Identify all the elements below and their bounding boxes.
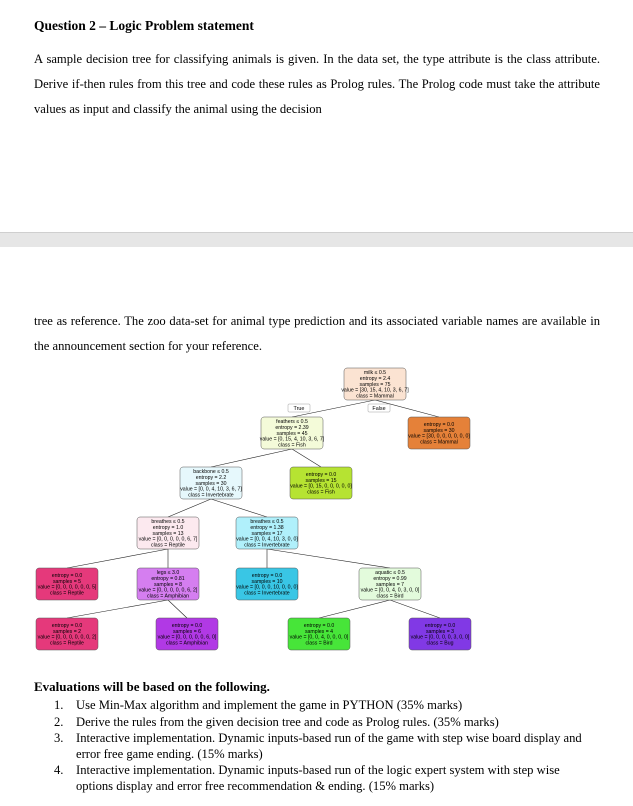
tree-node-line: samples = 30 [195, 480, 227, 487]
tree-node-feathers [260, 417, 325, 449]
tree-node-line: samples = 4 [304, 628, 334, 635]
tree-node-line: value = [0, 0, 4, 10, 3, 6, 7] [180, 486, 242, 493]
tree-node-amphibian [156, 618, 218, 650]
tree-node-breathes1 [137, 517, 199, 549]
tree-node-line: feathers ≤ 0.5 [276, 419, 308, 426]
tree-node-root [341, 368, 409, 400]
tree-node-line: value = [0, 0, 4, 10, 3, 0, 0] [236, 536, 298, 543]
evaluation-list [54, 698, 599, 795]
true-edge-label [288, 404, 310, 412]
evaluation-item: 3. Interactive implementation. Dynamic inputs-based run of the game with step wise board display and error free game ending. (15% marks) [54, 731, 582, 761]
tree-node-line: entropy = 0.0 [303, 623, 335, 630]
tree-node-line: samples = 15 [305, 477, 337, 484]
tree-node-line: value = [0, 0, 4, 0, 0, 0, 0] [289, 634, 349, 641]
tree-node-line: class = Reptile [151, 542, 185, 549]
tree-edge [292, 449, 321, 467]
tree-node-aquatic [359, 568, 421, 600]
tree-node-line: value = [30, 15, 4, 10, 3, 6, 7] [341, 387, 409, 394]
tree-node-line: samples = 17 [251, 530, 283, 537]
tree-node-line: class = Amphibian [166, 640, 208, 647]
evaluation-item: 2. Derive the rules from the given decision tree and code as Prolog rules. (35% marks) [54, 714, 499, 729]
tree-node-line: samples = 10 [251, 578, 283, 585]
tree-node-line: value = [0, 0, 0, 0, 0, 0, 5] [37, 584, 97, 591]
tree-node-line: milk ≤ 0.5 [363, 370, 387, 377]
tree-node-line: breathes ≤ 0.5 [151, 519, 185, 526]
tree-edge [267, 549, 390, 568]
svg-text:False: False [372, 406, 386, 412]
tree-node-line: entropy = 0.99 [373, 576, 407, 582]
tree-node-reptile1 [36, 568, 98, 600]
tree-node-line: entropy = 0.81 [151, 576, 185, 582]
tree-node-line: backbone ≤ 0.5 [193, 469, 229, 476]
tree-node-line: entropy = 0.0 [171, 623, 203, 630]
tree-node-line: samples = 2 [52, 628, 82, 635]
tree-edge [168, 499, 211, 517]
tree-node-line: class = Invertebrate [188, 492, 234, 499]
tree-node-bug [409, 618, 471, 650]
tree-node-line: samples = 3 [425, 628, 455, 635]
tree-edge [211, 499, 267, 517]
tree-node-line: value = [30, 0, 0, 0, 0, 0, 0] [408, 433, 470, 440]
tree-node-line: class = Bird [305, 640, 333, 647]
tree-node-line: entropy = 0.0 [305, 472, 337, 479]
tree-node-invert [236, 568, 298, 600]
question-title: Question 2 – Logic Problem statement [34, 18, 254, 33]
tree-node-line: samples = 13 [152, 530, 184, 537]
tree-node-line: value = [0, 0, 0, 0, 0, 6, 7] [138, 536, 198, 543]
tree-node-line: value = [0, 0, 0, 10, 0, 0, 0] [236, 584, 298, 591]
svg-text:True: True [293, 406, 305, 412]
tree-node-backbone [180, 467, 242, 499]
decision-tree-diagram [34, 364, 600, 664]
tree-node-line: samples = 6 [172, 628, 202, 635]
tree-node-line: value = [0, 0, 0, 0, 0, 0, 2] [37, 634, 97, 641]
tree-node-line: value = [0, 0, 0, 0, 0, 6, 0] [157, 634, 217, 641]
tree-node-line: samples = 7 [375, 581, 405, 588]
tree-edge [168, 600, 187, 618]
tree-node-line: class = Reptile [50, 640, 84, 647]
tree-node-line: value = [0, 15, 4, 10, 3, 6, 7] [259, 436, 325, 443]
tree-node-line: value = [0, 0, 0, 0, 3, 0, 0] [410, 634, 470, 641]
tree-edge [211, 449, 292, 467]
tree-edge [67, 600, 168, 618]
tree-node-line: value = [0, 0, 0, 0, 0, 6, 2] [138, 587, 198, 594]
tree-node-line: class = Mammal [356, 393, 394, 400]
tree-node-legs [137, 568, 199, 600]
tree-node-line: class = Invertebrate [244, 542, 290, 549]
tree-node-fish [290, 467, 352, 499]
tree-node-line: aquatic ≤ 0.5 [375, 570, 405, 577]
tree-node-line: entropy = 2.4 [359, 376, 391, 382]
tree-node-line: entropy = 0.0 [51, 623, 83, 630]
tree-node-line: samples = 45 [276, 430, 308, 437]
tree-node-line: samples = 30 [423, 427, 455, 434]
page-separator [0, 232, 633, 248]
tree-node-line: entropy = 2.39 [275, 425, 309, 431]
evaluation-item: 4. Interactive implementation. Dynamic inputs-based run of the logic expert system with step wise options display and error free recommendation & ending. (15% marks) [54, 763, 560, 793]
tree-node-line: entropy = 1.38 [250, 525, 284, 531]
tree-node-breathes2 [236, 517, 298, 549]
tree-node-line: entropy = 0.0 [423, 422, 455, 429]
tree-node-line: class = Bird [376, 593, 404, 600]
problem-statement-paragraph-1: A sample decision tree for classifying animals is given. In the data set, the type attribute is the class attribute. Derive if-then rules from this tree and code these rules as Prolog rules. The Prolog code must take the attribute values as input and classify the animal using the decision [34, 52, 600, 116]
tree-node-line: class = Reptile [50, 590, 84, 597]
tree-node-line: class = Fish [307, 489, 335, 496]
tree-node-line: class = Fish [278, 442, 306, 449]
tree-node-line: entropy = 0.0 [251, 573, 283, 580]
tree-nodes [36, 368, 471, 650]
evaluation-item: 1. Use Min-Max algorithm and implement the game in PYTHON (35% marks) [54, 698, 463, 712]
tree-node-line: entropy = 1.0 [152, 525, 184, 531]
tree-node-line: samples = 5 [52, 578, 82, 585]
tree-node-line: class = Amphibian [147, 593, 189, 600]
tree-node-bird [288, 618, 350, 650]
false-edge-label [368, 404, 390, 412]
tree-node-line: breathes ≤ 0.5 [250, 519, 284, 526]
document-page-1 [0, 0, 633, 232]
tree-node-line: samples = 8 [153, 581, 183, 588]
tree-node-line: samples = 75 [359, 381, 391, 388]
tree-node-line: class = Mammal [420, 439, 458, 446]
tree-node-mammal [408, 417, 470, 449]
tree-edge [67, 549, 168, 568]
tree-node-reptile2 [36, 618, 98, 650]
tree-node-line: entropy = 2.2 [195, 475, 227, 481]
tree-node-line: legs ≤ 3.0 [156, 570, 180, 577]
tree-node-line: class = Bug [426, 640, 454, 647]
tree-edge [390, 600, 440, 618]
tree-node-line: value = [0, 15, 0, 0, 0, 0, 0] [290, 483, 352, 490]
tree-node-line: entropy = 0.0 [424, 623, 456, 630]
tree-node-line: entropy = 0.0 [51, 573, 83, 580]
tree-edge [319, 600, 390, 618]
evaluation-title: Evaluations will be based on the following. [34, 679, 270, 694]
problem-statement-paragraph-2: tree as reference. The zoo data-set for animal type prediction and its associated variable names are available in the announcement section for your reference. [34, 314, 600, 353]
tree-node-line: class = Invertebrate [244, 590, 290, 597]
document-page-2 [0, 247, 633, 806]
tree-node-line: value = [0, 0, 4, 0, 3, 0, 0] [360, 587, 420, 594]
